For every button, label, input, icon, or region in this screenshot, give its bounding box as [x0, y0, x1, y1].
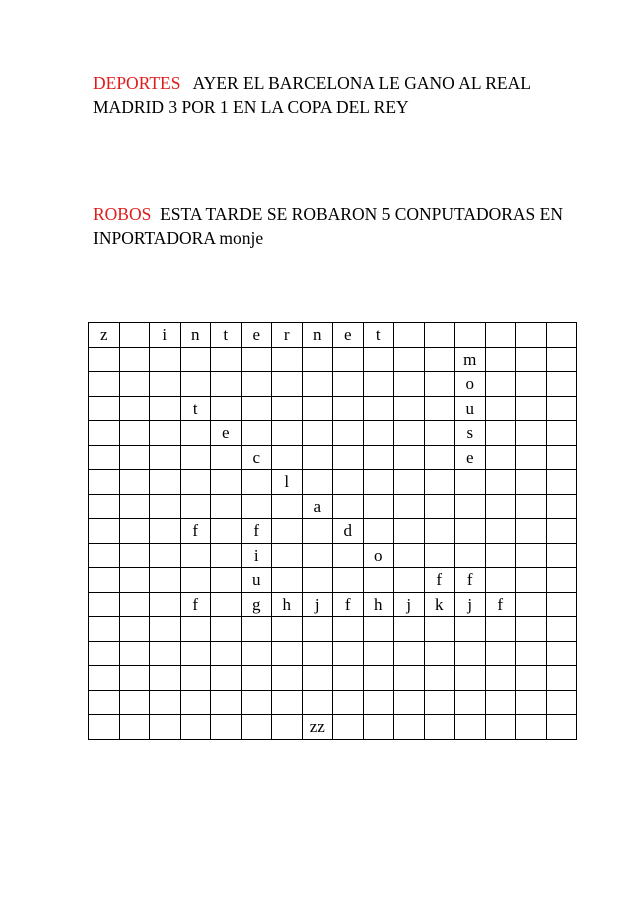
grid-cell [424, 690, 455, 715]
grid-cell [363, 372, 394, 397]
section-tag: ROBOS [93, 204, 152, 224]
grid-cell [119, 592, 150, 617]
grid-cell [363, 666, 394, 691]
grid-cell [119, 641, 150, 666]
grid-cell [363, 494, 394, 519]
grid-cell [333, 445, 364, 470]
grid-cell [394, 617, 425, 642]
grid-cell [333, 715, 364, 740]
grid-cell [241, 470, 272, 495]
grid-cell [516, 519, 547, 544]
grid-cell: f [333, 592, 364, 617]
grid-cell [150, 715, 181, 740]
grid-cell [363, 396, 394, 421]
grid-cell: t [211, 323, 242, 348]
grid-cell [241, 666, 272, 691]
grid-cell [333, 470, 364, 495]
grid-cell [363, 347, 394, 372]
grid-cell [211, 494, 242, 519]
grid-cell [546, 445, 577, 470]
grid-row [89, 617, 577, 642]
grid-cell [394, 421, 425, 446]
grid-cell [424, 641, 455, 666]
grid-cell [119, 421, 150, 446]
grid-cell [302, 641, 333, 666]
grid-cell [516, 421, 547, 446]
grid-cell [455, 715, 486, 740]
news-item-robos [93, 202, 563, 250]
grid-cell [272, 543, 303, 568]
grid-row [89, 347, 577, 372]
grid-cell [211, 372, 242, 397]
grid-cell [485, 666, 516, 691]
grid-cell [333, 543, 364, 568]
grid-cell [211, 445, 242, 470]
grid-cell [180, 543, 211, 568]
grid-cell [363, 519, 394, 544]
grid-cell [150, 641, 181, 666]
grid-cell [424, 715, 455, 740]
grid-cell [546, 592, 577, 617]
grid-cell [272, 445, 303, 470]
grid-cell [394, 494, 425, 519]
grid-cell: t [180, 396, 211, 421]
grid-cell [180, 372, 211, 397]
grid-cell [333, 421, 364, 446]
grid-cell [302, 470, 333, 495]
grid-cell: s [455, 421, 486, 446]
grid-cell [546, 421, 577, 446]
grid-cell [302, 519, 333, 544]
grid-cell: f [241, 519, 272, 544]
grid-cell [89, 617, 120, 642]
grid-cell [211, 543, 242, 568]
grid-cell [333, 617, 364, 642]
grid-cell: k [424, 592, 455, 617]
grid-cell [424, 421, 455, 446]
grid-cell [119, 715, 150, 740]
grid-cell [241, 494, 272, 519]
grid-cell [211, 690, 242, 715]
grid-cell [363, 690, 394, 715]
grid-row [89, 592, 577, 617]
grid-cell [150, 396, 181, 421]
grid-cell [333, 494, 364, 519]
grid-cell [424, 617, 455, 642]
grid-cell [424, 347, 455, 372]
grid-cell [272, 347, 303, 372]
grid-cell [516, 543, 547, 568]
grid-cell [89, 421, 120, 446]
grid-cell [485, 543, 516, 568]
grid-cell [89, 445, 120, 470]
grid-cell [211, 715, 242, 740]
grid-cell: n [180, 323, 211, 348]
grid-cell: e [333, 323, 364, 348]
grid-cell [211, 396, 242, 421]
grid-cell [272, 519, 303, 544]
grid-cell [333, 690, 364, 715]
grid-cell [241, 421, 272, 446]
grid-cell [89, 372, 120, 397]
grid-row [89, 519, 577, 544]
grid-cell [211, 470, 242, 495]
grid-cell [302, 568, 333, 593]
grid-cell: f [455, 568, 486, 593]
grid-cell [516, 617, 547, 642]
grid-cell [516, 641, 547, 666]
grid-cell: f [180, 519, 211, 544]
grid-cell: u [455, 396, 486, 421]
grid-cell: h [363, 592, 394, 617]
grid-row [89, 323, 577, 348]
news-item-deportes [93, 71, 563, 119]
grid-cell [485, 323, 516, 348]
grid-cell: i [150, 323, 181, 348]
grid-cell [119, 396, 150, 421]
grid-cell [363, 568, 394, 593]
grid-cell [455, 494, 486, 519]
grid-cell [241, 396, 272, 421]
grid-cell [546, 372, 577, 397]
grid-cell [546, 568, 577, 593]
grid-cell [485, 690, 516, 715]
grid-cell [180, 666, 211, 691]
grid-row [89, 445, 577, 470]
grid-cell [516, 372, 547, 397]
grid-cell [546, 543, 577, 568]
news-text: AYER EL BARCELONA LE GANO AL REAL MADRID 3 POR 1 EN LA COPA DEL REY [93, 73, 531, 117]
grid-cell [272, 494, 303, 519]
grid-cell [333, 641, 364, 666]
grid-cell [150, 372, 181, 397]
grid-cell [546, 347, 577, 372]
grid-cell [363, 617, 394, 642]
grid-cell [363, 641, 394, 666]
grid-cell [180, 421, 211, 446]
grid-cell [546, 396, 577, 421]
grid-cell [333, 396, 364, 421]
grid-cell [272, 568, 303, 593]
grid-cell [119, 617, 150, 642]
grid-cell: j [394, 592, 425, 617]
grid-cell [516, 323, 547, 348]
grid-cell [485, 568, 516, 593]
grid-cell [119, 494, 150, 519]
grid-cell [455, 641, 486, 666]
grid-cell: o [455, 372, 486, 397]
grid-cell: l [272, 470, 303, 495]
grid-cell [89, 690, 120, 715]
grid-cell [119, 323, 150, 348]
grid-cell [211, 641, 242, 666]
word-search-grid [88, 322, 577, 740]
grid-cell: zz [302, 715, 333, 740]
grid-cell [241, 347, 272, 372]
grid-cell [485, 519, 516, 544]
grid-cell [119, 347, 150, 372]
grid-cell [180, 641, 211, 666]
grid-row [89, 470, 577, 495]
grid-cell [180, 494, 211, 519]
grid-cell [363, 470, 394, 495]
grid-row [89, 543, 577, 568]
grid-cell [89, 519, 120, 544]
grid-row [89, 690, 577, 715]
grid-cell: e [211, 421, 242, 446]
grid-cell: f [485, 592, 516, 617]
grid-cell [394, 519, 425, 544]
grid-cell [241, 617, 272, 642]
grid-cell [180, 470, 211, 495]
grid-cell [89, 641, 120, 666]
grid-cell [516, 494, 547, 519]
grid-row [89, 715, 577, 740]
grid-cell [272, 421, 303, 446]
grid-cell [119, 543, 150, 568]
grid-cell [424, 666, 455, 691]
news-text: ESTA TARDE SE ROBARON 5 CONPUTADORAS EN INPORTADORA monje [93, 204, 563, 248]
grid-cell [150, 494, 181, 519]
grid-cell [455, 323, 486, 348]
grid-cell: j [302, 592, 333, 617]
grid-cell [363, 445, 394, 470]
grid-cell [89, 470, 120, 495]
grid-cell [455, 617, 486, 642]
grid-cell [394, 641, 425, 666]
grid-cell [241, 641, 272, 666]
grid-cell [485, 421, 516, 446]
grid-cell [516, 470, 547, 495]
grid-cell [363, 715, 394, 740]
grid-cell [546, 666, 577, 691]
grid-cell [333, 347, 364, 372]
grid-cell [485, 715, 516, 740]
grid-cell [485, 617, 516, 642]
grid-cell [89, 494, 120, 519]
grid-cell [89, 543, 120, 568]
grid-cell [516, 445, 547, 470]
grid-cell [485, 396, 516, 421]
grid-cell [516, 347, 547, 372]
grid-cell [150, 568, 181, 593]
grid-cell [424, 372, 455, 397]
grid-cell [546, 519, 577, 544]
grid-cell [455, 690, 486, 715]
grid-cell: f [424, 568, 455, 593]
grid-cell [546, 641, 577, 666]
grid-cell [180, 690, 211, 715]
grid-cell [302, 617, 333, 642]
grid-cell [302, 690, 333, 715]
grid-cell [394, 323, 425, 348]
grid-cell [119, 445, 150, 470]
grid-cell: o [363, 543, 394, 568]
grid-cell [455, 543, 486, 568]
grid-cell [180, 445, 211, 470]
grid-cell [272, 396, 303, 421]
grid-cell [89, 715, 120, 740]
grid-cell [272, 641, 303, 666]
grid-cell [516, 396, 547, 421]
grid-cell [333, 372, 364, 397]
grid-cell [363, 421, 394, 446]
grid-cell [150, 617, 181, 642]
grid-cell [424, 543, 455, 568]
grid-cell [119, 372, 150, 397]
grid-cell [394, 715, 425, 740]
grid-cell: t [363, 323, 394, 348]
grid-row [89, 421, 577, 446]
grid-cell [241, 372, 272, 397]
grid-cell [150, 592, 181, 617]
grid-cell [546, 494, 577, 519]
grid-cell: e [455, 445, 486, 470]
grid-cell: r [272, 323, 303, 348]
grid-cell [150, 519, 181, 544]
grid-cell [546, 690, 577, 715]
grid-cell [455, 519, 486, 544]
grid-cell [455, 666, 486, 691]
grid-cell [394, 470, 425, 495]
grid-cell [150, 470, 181, 495]
grid-cell [211, 592, 242, 617]
grid-cell [424, 470, 455, 495]
grid-cell [150, 421, 181, 446]
grid-cell [272, 715, 303, 740]
grid-cell: z [89, 323, 120, 348]
grid-cell: g [241, 592, 272, 617]
grid-cell [211, 568, 242, 593]
grid-cell [211, 666, 242, 691]
grid-cell [180, 568, 211, 593]
grid-cell [394, 347, 425, 372]
grid-row [89, 372, 577, 397]
grid-cell [119, 690, 150, 715]
grid-cell [119, 519, 150, 544]
grid-cell [211, 519, 242, 544]
grid-cell [394, 372, 425, 397]
grid-cell [394, 568, 425, 593]
grid-cell: e [241, 323, 272, 348]
grid-cell [180, 617, 211, 642]
grid-cell [485, 347, 516, 372]
grid-cell [516, 568, 547, 593]
grid-cell [180, 715, 211, 740]
grid-row [89, 568, 577, 593]
grid-cell: d [333, 519, 364, 544]
grid-cell: c [241, 445, 272, 470]
grid-cell [150, 690, 181, 715]
grid-cell [424, 396, 455, 421]
grid-cell [89, 347, 120, 372]
grid-cell: a [302, 494, 333, 519]
grid-cell [424, 519, 455, 544]
grid-cell: m [455, 347, 486, 372]
grid-cell [546, 470, 577, 495]
grid-cell: j [455, 592, 486, 617]
section-tag: DEPORTES [93, 73, 181, 93]
grid-cell [150, 666, 181, 691]
grid-cell [394, 543, 425, 568]
grid-cell [333, 666, 364, 691]
grid-cell: u [241, 568, 272, 593]
grid-cell [424, 494, 455, 519]
grid-cell: n [302, 323, 333, 348]
grid-cell [333, 568, 364, 593]
grid-cell [302, 543, 333, 568]
grid-cell [272, 690, 303, 715]
grid-cell [455, 470, 486, 495]
grid-cell [302, 347, 333, 372]
grid-cell [180, 347, 211, 372]
grid-row [89, 641, 577, 666]
grid-cell [302, 666, 333, 691]
grid-cell [424, 323, 455, 348]
grid-cell [89, 666, 120, 691]
grid-cell [302, 421, 333, 446]
grid-cell: f [180, 592, 211, 617]
grid-cell [150, 543, 181, 568]
grid-row [89, 666, 577, 691]
grid-cell [546, 323, 577, 348]
grid-cell [150, 445, 181, 470]
grid-row [89, 396, 577, 421]
grid-cell: h [272, 592, 303, 617]
grid-cell [516, 715, 547, 740]
grid-cell [485, 470, 516, 495]
grid-cell [119, 470, 150, 495]
grid-cell [546, 715, 577, 740]
grid-cell [272, 372, 303, 397]
grid-cell [89, 396, 120, 421]
grid-cell [302, 445, 333, 470]
grid-cell [302, 372, 333, 397]
grid-cell [394, 445, 425, 470]
grid-cell [485, 445, 516, 470]
grid-cell [546, 617, 577, 642]
grid-cell [485, 372, 516, 397]
grid-cell [516, 592, 547, 617]
grid-row [89, 494, 577, 519]
grid-cell [119, 666, 150, 691]
grid-cell [272, 666, 303, 691]
grid-cell [150, 347, 181, 372]
grid-cell [485, 641, 516, 666]
grid-cell [119, 568, 150, 593]
grid-cell [89, 592, 120, 617]
grid-cell [89, 568, 120, 593]
grid-cell [485, 494, 516, 519]
grid-cell: i [241, 543, 272, 568]
grid-cell [241, 715, 272, 740]
grid-cell [516, 690, 547, 715]
grid-cell [424, 445, 455, 470]
grid-cell [302, 396, 333, 421]
grid-cell [394, 396, 425, 421]
grid-cell [394, 690, 425, 715]
grid-cell [394, 666, 425, 691]
grid-cell [516, 666, 547, 691]
grid-cell [211, 617, 242, 642]
grid-cell [241, 690, 272, 715]
grid-cell [272, 617, 303, 642]
grid-cell [211, 347, 242, 372]
